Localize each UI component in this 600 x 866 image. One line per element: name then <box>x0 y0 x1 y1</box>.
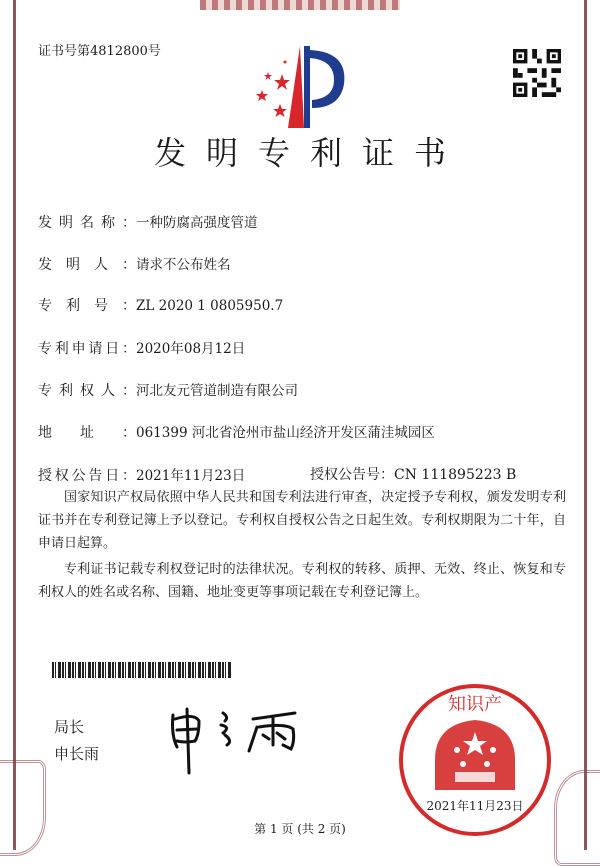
field-value: 一种防腐高强度管道 <box>136 215 258 231</box>
field-inventor <box>38 253 231 274</box>
field-label: 专利申请日： <box>38 341 136 357</box>
field-value: 请求不公布姓名 <box>136 257 231 273</box>
qr-code-icon <box>513 48 561 98</box>
official-seal <box>395 680 555 840</box>
field-patent-number <box>38 295 283 315</box>
decorative-ornament-bottom-right <box>554 770 600 866</box>
paragraph-legal-status: 专利证书记载专利权登记时的法律状况。专利权的转移、质押、无效、终止、恢复和专利权人的姓名或名称、国籍、地址变更等事项记载在专利登记簿上。 <box>38 562 566 600</box>
field-label: 专利号： <box>38 298 136 314</box>
field-address <box>38 421 435 442</box>
field-grant-announcement-number <box>310 464 516 484</box>
field-label: 授权公告日： <box>38 468 136 484</box>
field-label: 发明名称： <box>38 215 136 231</box>
seal-date: 2021年11月23日 <box>426 799 524 813</box>
field-application-date <box>38 337 245 358</box>
handwritten-signature <box>165 705 315 775</box>
field-grant-date <box>38 464 245 485</box>
page-title: 发明专利证书 <box>153 134 466 172</box>
signatory-title: 局长 <box>54 718 85 736</box>
field-value: CN 111895223 B <box>394 467 517 483</box>
certificate-number: 证书号第4812800号 <box>38 44 161 59</box>
field-value: 2020年08月12日 <box>136 341 246 357</box>
field-patentee <box>38 379 298 400</box>
field-label: 地址： <box>38 425 136 441</box>
barcode <box>52 662 232 678</box>
field-label: 专利权人： <box>38 383 136 399</box>
cnipa-logo-icon <box>240 42 360 130</box>
paragraph-grant-statement: 国家知识产权局依照中华人民共和国专利法进行审查，决定授予专利权，颁发发明专利证书并在专利登记簿上予以登记。专利权自授权公告之日起生效。专利权期限为二十年，自申请日起算。 <box>38 490 566 551</box>
seal-text: 知识产 <box>448 694 502 715</box>
field-invention-name <box>38 211 258 232</box>
field-value: 河北友元管道制造有限公司 <box>136 383 298 399</box>
field-value: 061399 河北省沧州市盐山经济开发区蒲洼城园区 <box>136 425 435 441</box>
decorative-ornament-top <box>200 0 400 10</box>
signatory-name: 申长雨 <box>54 745 100 763</box>
field-value: 2021年11月23日 <box>136 468 246 484</box>
field-value: ZL 2020 1 0805950.7 <box>136 298 284 314</box>
field-label: 发明人： <box>38 257 136 273</box>
field-label: 授权公告号： <box>310 467 394 483</box>
decorative-ornament-bottom-left <box>0 760 46 856</box>
page-indicator: 第 1 页 (共 2 页) <box>254 822 346 836</box>
